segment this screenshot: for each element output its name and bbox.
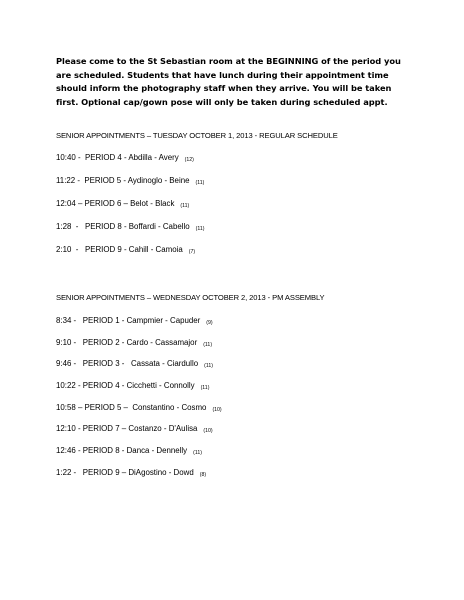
appointment-text: 12:04 – PERIOD 6 – Belot - Black	[56, 199, 175, 208]
appointment-entry	[56, 245, 195, 254]
grade-count: (10)	[203, 427, 213, 434]
appointment-entry	[56, 468, 206, 477]
intro-line: first. Optional cap/gown pose will only be taken during scheduled appt.	[56, 96, 388, 107]
appointment-entry	[56, 316, 213, 325]
grade-count: (11)	[180, 202, 190, 209]
appointment-text: 12:10 - PERIOD 7 – Costanzo - D'Aulisa	[56, 424, 198, 433]
appointment-text: 1:28 - PERIOD 8 - Boffardi - Cabello	[56, 222, 190, 231]
appointment-entry	[56, 222, 204, 231]
appointment-text: 10:22 - PERIOD 4 - Cicchetti - Connolly	[56, 381, 195, 390]
intro-paragraph	[56, 55, 416, 109]
appointment-entry	[56, 176, 204, 185]
intro-line: are scheduled. Students that have lunch during their appointment time	[56, 69, 389, 80]
appointment-entry	[56, 424, 213, 433]
grade-count: (10)	[212, 406, 222, 413]
appointment-text: 1:22 - PERIOD 9 – DiAgostino - Dowd	[56, 468, 194, 477]
appointment-text: 8:34 - PERIOD 1 - Campmier - Capuder	[56, 316, 201, 325]
grade-count: (11)	[195, 225, 205, 232]
intro-line: should inform the photography staff when they arrive. You will be taken	[56, 83, 392, 93]
grade-count: (11)	[193, 449, 202, 456]
grade-count: (11)	[200, 384, 210, 391]
appointment-text: 12:46 - PERIOD 8 - Danca - Dennelly	[56, 446, 188, 455]
appointment-entry	[56, 446, 202, 455]
appointment-text: 9:46 - PERIOD 3 - Cassata - Ciardullo	[56, 359, 199, 368]
grade-count: (12)	[184, 156, 194, 163]
appointment-entry	[56, 359, 213, 368]
appointment-text: 10:58 – PERIOD 5 – Constantino - Cosmo	[56, 403, 207, 412]
appointment-entry	[56, 381, 209, 390]
grade-count: (11)	[203, 341, 213, 348]
grade-count: (8)	[199, 471, 207, 478]
appointment-entry	[56, 338, 212, 347]
intro-line: Please come to the St Sebastian room at the BEGINNING of the period you	[56, 56, 401, 66]
appointment-text: 11:22 - PERIOD 5 - Aydinoglo - Beine	[56, 176, 190, 185]
appointment-entry	[56, 153, 194, 162]
grade-count: (11)	[195, 179, 205, 186]
appointment-entry	[56, 403, 222, 412]
appointment-text: 9:10 - PERIOD 2 - Cardo - Cassamajor	[56, 338, 198, 347]
grade-count: (9)	[206, 319, 213, 326]
grade-count: (7)	[188, 248, 196, 255]
grade-count: (11)	[204, 362, 213, 369]
wednesday-section-heading: SENIOR APPOINTMENTS – WEDNESDAY OCTOBER 2, 2013 - PM ASSEMBLY	[56, 293, 325, 302]
appointment-text: 2:10 - PERIOD 9 - Cahill - Camoia	[56, 245, 183, 254]
appointment-entry	[56, 199, 189, 208]
tuesday-section-heading: SENIOR APPOINTMENTS – TUESDAY OCTOBER 1, 2013 - REGULAR SCHEDULE	[56, 131, 338, 140]
appointment-text: 10:40 - PERIOD 4 - Abdilla - Avery	[56, 153, 179, 162]
